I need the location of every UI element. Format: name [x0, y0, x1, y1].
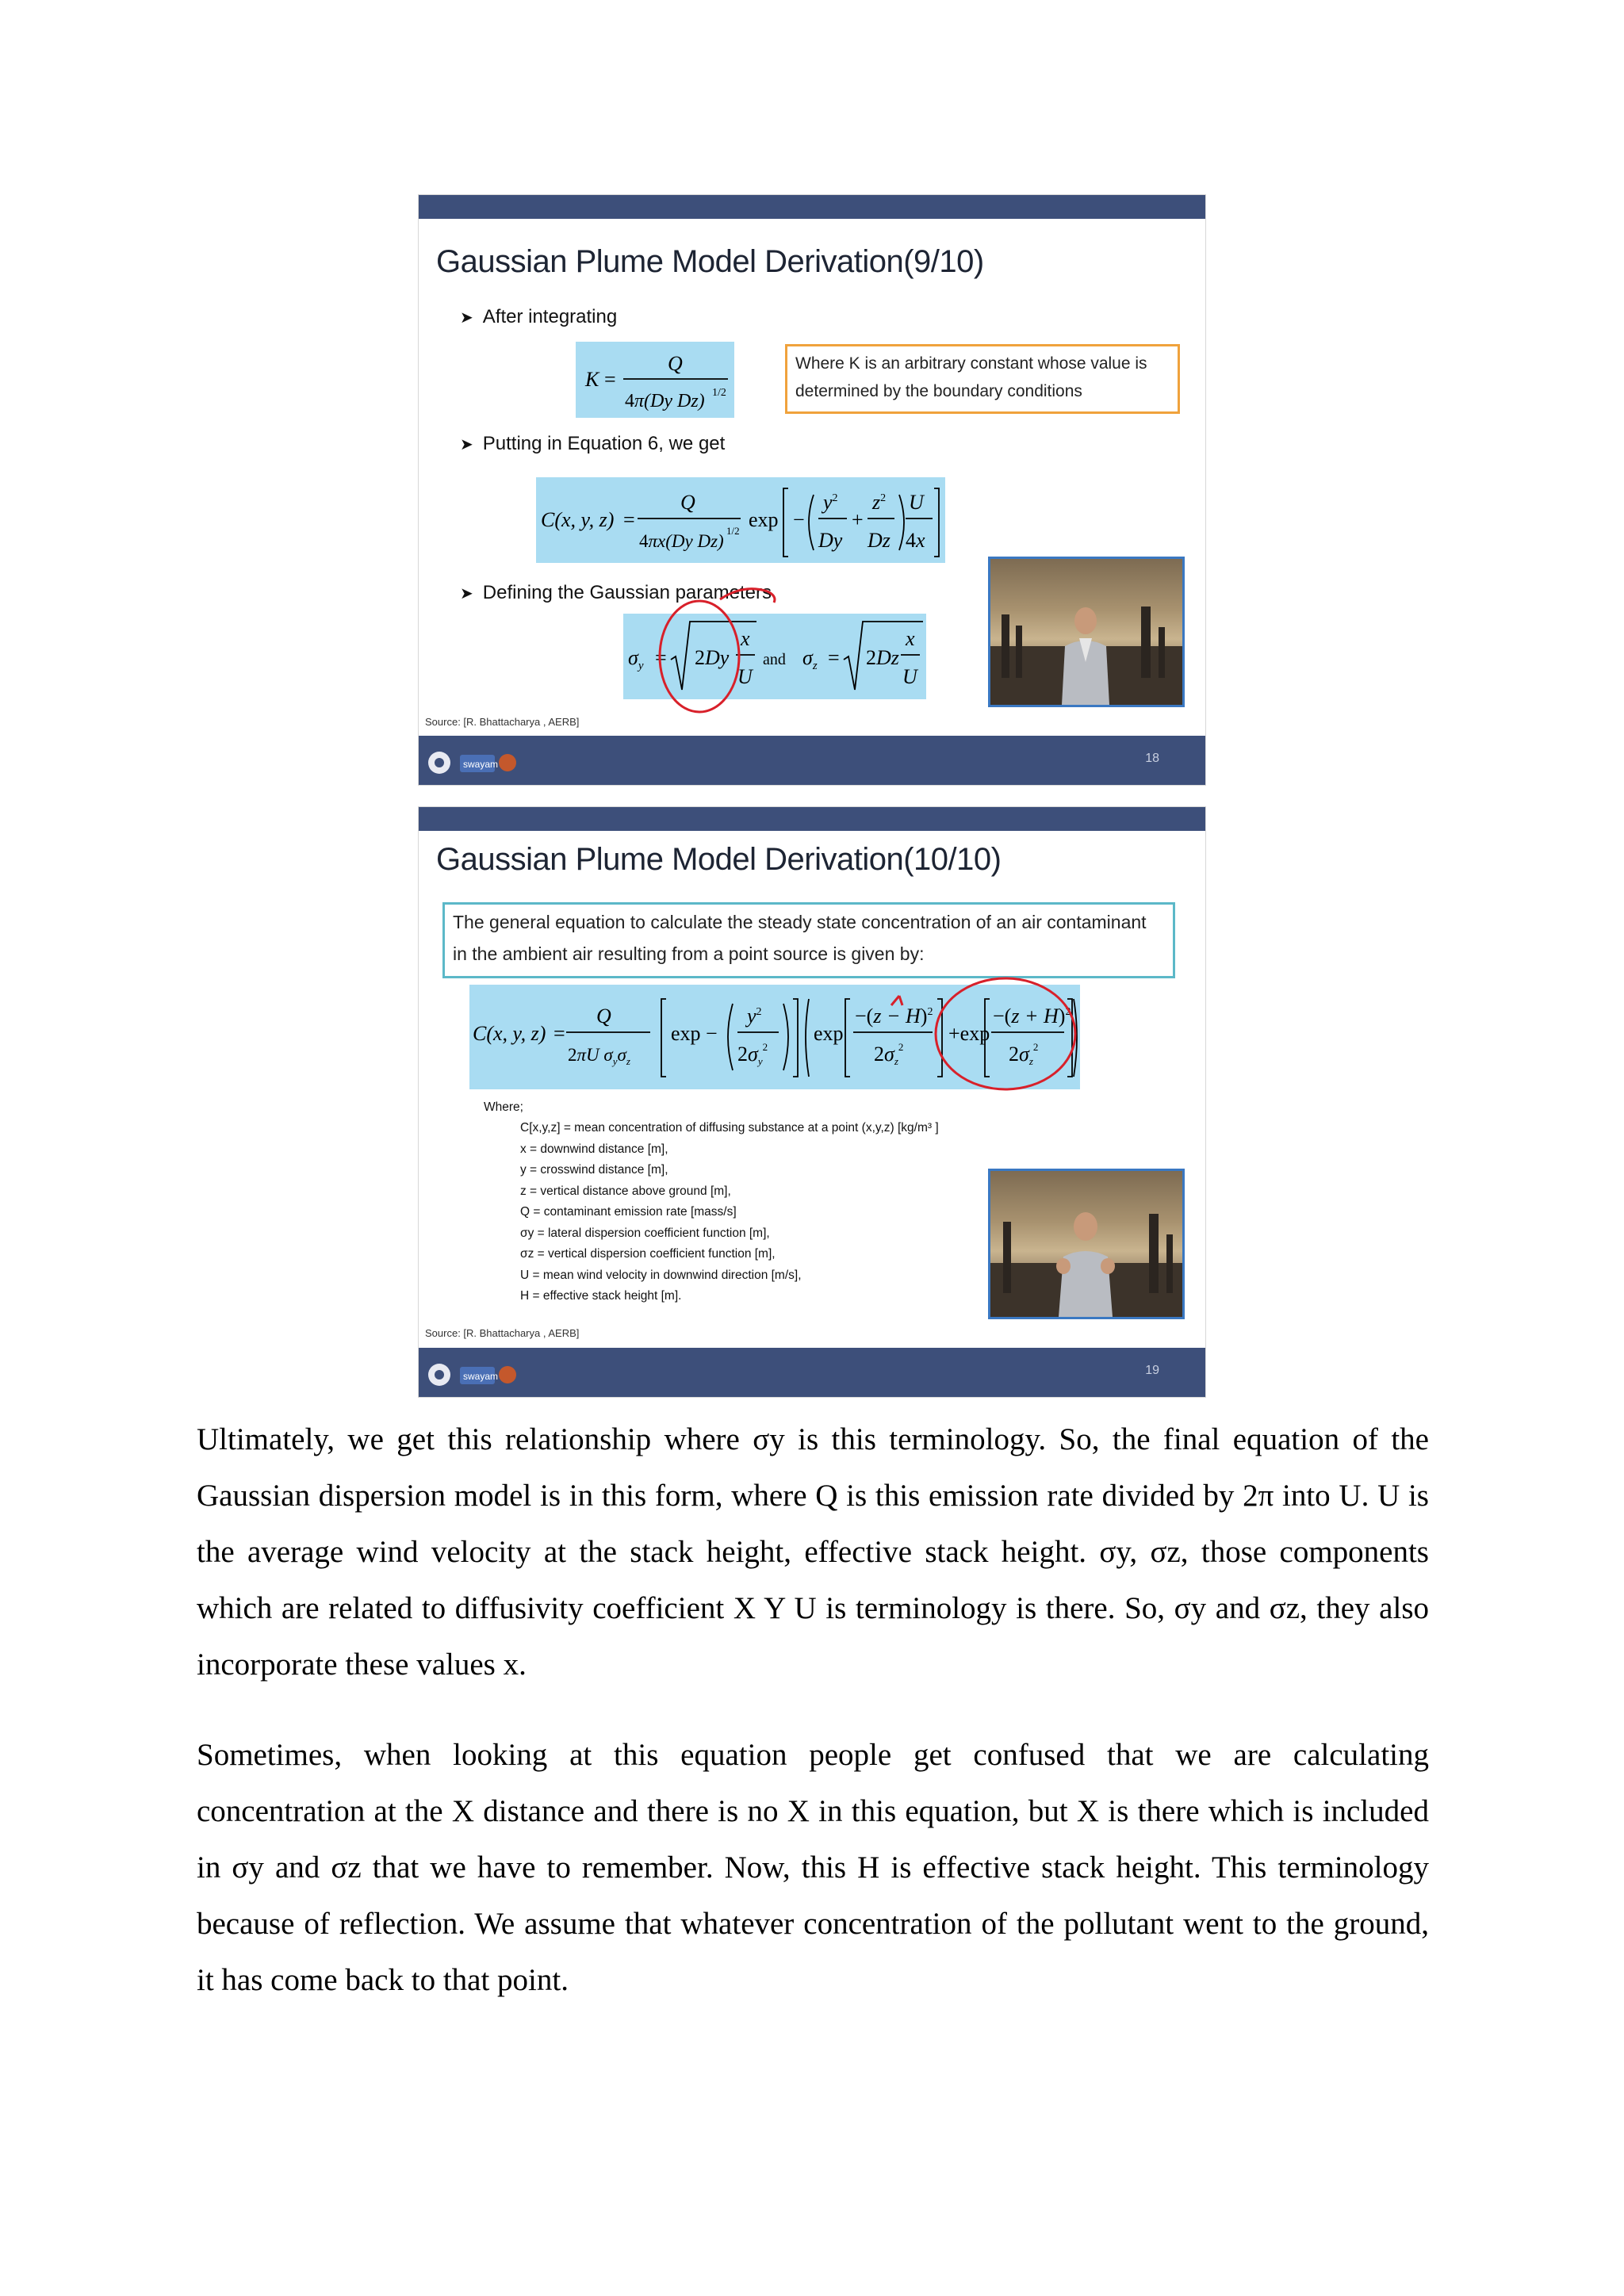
nptel-swayam-logo-icon — [425, 1360, 520, 1389]
svg-text:1/2: 1/2 — [726, 525, 740, 537]
svg-text:=: = — [553, 1022, 565, 1045]
bullet-after-integrating: ➤ After integrating — [460, 306, 618, 327]
intro-box: The general equation to calculate the steady state concentration of an air contaminant in the ambient air resulting from a point source is given by: — [442, 902, 1175, 978]
svg-text:−(z + H)2: $-(z + H)^2$ — [993, 1004, 1071, 1027]
svg-text:Dy: Dy — [818, 529, 843, 552]
svg-text:2Dy: 2Dy — [695, 646, 730, 669]
svg-text:exp −: exp − — [671, 1022, 718, 1045]
list-item: y = crosswind distance [m], — [520, 1163, 668, 1177]
svg-text:y2: $y^2$ — [823, 491, 838, 514]
svg-text:y2: $y^2$ — [747, 1004, 762, 1027]
svg-text:=: = — [604, 368, 616, 391]
slide-18 — [419, 195, 1205, 785]
svg-text:σy: $\sigma_y$ — [628, 646, 644, 672]
slide-title: Gaussian Plume Model Derivation(9/10) — [436, 244, 984, 279]
svg-text:x: x — [906, 627, 915, 650]
svg-text:U: U — [902, 665, 917, 688]
svg-text:exp: exp — [814, 1022, 844, 1045]
body-paragraph: Sometimes, when looking at this equation people get confused that we are calculating concentration at the X distance and there is no X in this equation, but X is there which is included in σy and σz that we have to remember. Now, this H is effective stack height. This terminology because of reflection. We assume that whatever concentration of the pollutant went to the ground, it has come back to that point. — [197, 1738, 1429, 1997]
list-item: σz = vertical dispersion coefficient function [m], — [520, 1247, 776, 1261]
svg-text:=: = — [655, 646, 667, 669]
svg-text:+exp: +exp — [948, 1022, 990, 1045]
svg-text:2Dz: 2Dz — [866, 646, 899, 669]
body-paragraph: Ultimately, we get this relationship where σy is this terminology. So, the final equation of the Gaussian dispersion model is in this form, where Q is this emission rate divided by 2π into U. U is the average wind velocity at the stack height, effective stack height. σy, σz, those components which are related to diffusivity coefficient X Y U is terminology is there. So, σy and σz, they also incorporate these values x. — [197, 1422, 1429, 1682]
arrow-bullet-icon: ➤ — [460, 585, 473, 603]
list-item: U = mean wind velocity in downwind direction [m/s], — [520, 1268, 802, 1282]
source-citation: Source: [R. Bhattacharya , AERB] — [425, 716, 580, 728]
list-item: x = downwind distance [m], — [520, 1142, 668, 1156]
svg-text:x: x — [741, 627, 750, 650]
slide-19 — [419, 807, 1205, 1397]
svg-text:σz: $\sigma_z$ — [802, 646, 818, 672]
slide-number: 18 — [1145, 752, 1159, 765]
svg-text:C(x, y, z): C(x, y, z) — [541, 508, 615, 531]
source-citation: Source: [R. Bhattacharya , AERB] — [425, 1327, 580, 1339]
svg-text:2σz2: $2\sigma z^2$ — [874, 1041, 904, 1067]
note-box-constant-k: Where K is an arbitrary constant whose value is determined by the boundary conditions — [785, 344, 1180, 414]
svg-text:+: + — [852, 508, 864, 531]
slide-footer-bar — [419, 1348, 1205, 1397]
presenter-video-thumbnail[interactable] — [988, 557, 1185, 707]
svg-text:4πx(Dy Dz): 4πx(Dy Dz) — [639, 531, 724, 551]
arrow-bullet-icon: ➤ — [460, 309, 473, 327]
list-item: z = vertical distance above ground [m], — [520, 1184, 731, 1198]
svg-text:2σy2: $2\sigma y^2$ — [737, 1041, 768, 1067]
svg-text:swayam: swayam — [463, 759, 499, 770]
presenter-video-thumbnail[interactable] — [988, 1169, 1185, 1319]
svg-text:K: K — [585, 368, 599, 391]
svg-text:exp: exp — [749, 508, 779, 531]
svg-text:−(z − H)2: $-(z - H)^2$ — [855, 1004, 933, 1027]
svg-text:U: U — [909, 491, 924, 514]
svg-text:Q: Q — [596, 1004, 611, 1027]
svg-text:Q: Q — [680, 491, 695, 514]
svg-text:Dz: Dz — [868, 529, 891, 552]
svg-text:z2: $z^2$ — [872, 491, 887, 514]
svg-text:=: = — [623, 508, 635, 531]
svg-text:2σz2: $2\sigma z^2$ — [1009, 1041, 1039, 1067]
nptel-swayam-logo-icon — [425, 748, 520, 777]
list-item: H = effective stack height [m]. — [520, 1289, 682, 1303]
slide-footer-bar — [419, 736, 1205, 785]
svg-text:2πU σyσz: 2πU $\sigma_y\sigma_z$ — [568, 1045, 630, 1067]
slide-title: Gaussian Plume Model Derivation(10/10) — [436, 842, 1002, 877]
svg-text:4x: 4x — [906, 529, 925, 552]
svg-text:=: = — [828, 646, 840, 669]
where-label: Where; — [484, 1100, 523, 1114]
bullet-defining-gaussian: ➤ Defining the Gaussian parameters — [460, 582, 772, 603]
svg-text:and: and — [763, 651, 786, 668]
list-item: Q = contaminant emission rate [mass/s] — [520, 1205, 737, 1219]
svg-text:swayam: swayam — [463, 1371, 499, 1382]
bullet-putting-equation: ➤ Putting in Equation 6, we get — [460, 433, 726, 454]
svg-text:4π(Dy Dz): 4π(Dy Dz) — [625, 391, 705, 411]
svg-text:Q: Q — [668, 352, 683, 375]
arrow-bullet-icon: ➤ — [460, 436, 473, 453]
svg-text:U: U — [737, 665, 753, 688]
list-item: C[x,y,z] = mean concentration of diffusing substance at a point (x,y,z) [kg/m³ ] — [520, 1121, 939, 1135]
slide-number: 19 — [1145, 1364, 1159, 1377]
variable-definitions-list — [520, 1118, 939, 1307]
svg-text:1/2: 1/2 — [712, 387, 726, 399]
list-item: σy = lateral dispersion coefficient function [m], — [520, 1226, 770, 1240]
svg-text:−: − — [793, 508, 805, 531]
svg-text:C(x, y, z): C(x, y, z) — [473, 1022, 546, 1045]
